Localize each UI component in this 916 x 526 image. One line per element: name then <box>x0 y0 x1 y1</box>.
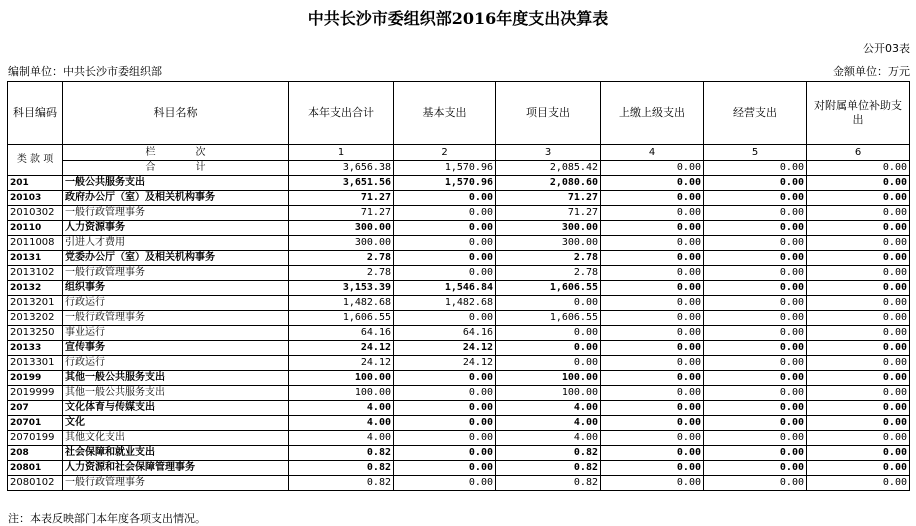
row-name: 一般行政管理事务 <box>63 206 289 221</box>
row-value: 24.12 <box>289 356 394 371</box>
row-value: 4.00 <box>289 431 394 446</box>
row-name: 一般公共服务支出 <box>63 176 289 191</box>
table-row <box>8 311 910 326</box>
row-name: 政府办公厅（室）及相关机构事务 <box>63 191 289 206</box>
row-value: 1,606.55 <box>289 311 394 326</box>
row-name: 文化体育与传媒支出 <box>63 401 289 416</box>
row-value: 1,570.96 <box>394 176 496 191</box>
code-subheaders <box>8 145 63 176</box>
row-value: 0.00 <box>601 296 704 311</box>
row-code: 20132 <box>8 281 63 296</box>
table-row <box>8 476 910 491</box>
row-value: 4.00 <box>496 431 601 446</box>
footnote: 注：本表反映部门本年度各项支出情况。 <box>8 512 206 525</box>
table-row <box>8 431 910 446</box>
row-value: 0.00 <box>601 476 704 491</box>
row-value: 0.00 <box>807 191 910 206</box>
table-row <box>8 326 910 341</box>
row-value: 0.00 <box>807 326 910 341</box>
row-name: 其他一般公共服务支出 <box>63 371 289 386</box>
table-row <box>8 221 910 236</box>
table-row <box>8 341 910 356</box>
row-value: 0.00 <box>394 236 496 251</box>
row-value: 0.00 <box>496 296 601 311</box>
table-row <box>8 371 910 386</box>
table-row <box>8 281 910 296</box>
row-value: 0.00 <box>807 221 910 236</box>
row-value: 24.12 <box>289 341 394 356</box>
total-row <box>8 161 910 176</box>
lan-label: 栏 次 <box>63 145 289 161</box>
row-name: 其他一般公共服务支出 <box>63 386 289 401</box>
row-value: 0.00 <box>704 281 807 296</box>
column-index-row <box>8 145 910 161</box>
row-value: 0.00 <box>601 401 704 416</box>
row-value: 4.00 <box>289 416 394 431</box>
row-code: 20801 <box>8 461 63 476</box>
row-name: 社会保障和就业支出 <box>63 446 289 461</box>
row-value: 3,651.56 <box>289 176 394 191</box>
row-value: 0.00 <box>807 266 910 281</box>
row-value: 2.78 <box>496 251 601 266</box>
row-value: 0.00 <box>704 356 807 371</box>
row-value: 0.00 <box>704 176 807 191</box>
row-value: 0.00 <box>704 206 807 221</box>
row-value: 64.16 <box>289 326 394 341</box>
table-row <box>8 446 910 461</box>
row-value: 4.00 <box>289 401 394 416</box>
row-name: 引进人才费用 <box>63 236 289 251</box>
row-name: 一般行政管理事务 <box>63 311 289 326</box>
row-value: 0.00 <box>807 251 910 266</box>
row-code: 2070199 <box>8 431 63 446</box>
header-subsidy: 对附属单位补助支出 <box>807 82 910 145</box>
row-value: 300.00 <box>496 236 601 251</box>
row-value: 0.00 <box>394 251 496 266</box>
row-value: 0.00 <box>601 176 704 191</box>
row-value: 0.00 <box>807 431 910 446</box>
row-value: 0.00 <box>704 341 807 356</box>
row-value: 71.27 <box>289 191 394 206</box>
table-row <box>8 416 910 431</box>
row-value: 0.00 <box>807 281 910 296</box>
row-value: 1,482.68 <box>289 296 394 311</box>
row-value: 0.00 <box>704 386 807 401</box>
row-value: 0.00 <box>807 236 910 251</box>
row-name: 人力资源和社会保障管理事务 <box>63 461 289 476</box>
row-value: 0.00 <box>394 401 496 416</box>
row-value: 0.00 <box>394 371 496 386</box>
table-row <box>8 191 910 206</box>
row-value: 0.00 <box>601 386 704 401</box>
table-row <box>8 296 910 311</box>
row-value: 0.00 <box>704 191 807 206</box>
row-value: 2.78 <box>496 266 601 281</box>
row-value: 300.00 <box>496 221 601 236</box>
row-value: 0.00 <box>704 431 807 446</box>
row-value: 0.82 <box>289 461 394 476</box>
row-value: 0.00 <box>496 356 601 371</box>
row-value: 0.00 <box>704 476 807 491</box>
row-value: 71.27 <box>496 191 601 206</box>
row-value: 0.00 <box>394 221 496 236</box>
row-value: 0.00 <box>704 401 807 416</box>
row-value: 0.00 <box>807 371 910 386</box>
heji-label: 合 计 <box>63 161 289 176</box>
row-code: 20701 <box>8 416 63 431</box>
header-code: 科目编码 <box>8 82 63 145</box>
col-index: 3 <box>496 145 601 161</box>
row-value: 24.12 <box>394 341 496 356</box>
row-value: 0.00 <box>601 266 704 281</box>
row-code: 20133 <box>8 341 63 356</box>
row-value: 0.00 <box>601 251 704 266</box>
row-value: 0.00 <box>601 356 704 371</box>
expenditure-table <box>7 81 910 491</box>
amount-unit: 金额单位：万元 <box>833 65 910 78</box>
row-value: 0.82 <box>289 446 394 461</box>
row-code: 2013250 <box>8 326 63 341</box>
col-index: 5 <box>704 145 807 161</box>
row-name: 宣传事务 <box>63 341 289 356</box>
row-value: 0.00 <box>394 311 496 326</box>
row-value: 0.00 <box>601 446 704 461</box>
row-value: 2,080.60 <box>496 176 601 191</box>
compiling-unit: 编制单位：中共长沙市委组织部 <box>8 65 162 78</box>
row-value: 0.82 <box>496 476 601 491</box>
col-index: 4 <box>601 145 704 161</box>
row-value: 300.00 <box>289 236 394 251</box>
row-code: 2013102 <box>8 266 63 281</box>
table-row <box>8 236 910 251</box>
row-value: 1,482.68 <box>394 296 496 311</box>
row-value: 0.00 <box>496 341 601 356</box>
report-title: 中共长沙市委组织部2016年度支出决算表 <box>307 9 609 28</box>
row-name: 党委办公厅（室）及相关机构事务 <box>63 251 289 266</box>
header-project: 项目支出 <box>496 82 601 145</box>
row-code: 2010302 <box>8 206 63 221</box>
row-value: 0.00 <box>601 326 704 341</box>
row-value: 0.00 <box>704 251 807 266</box>
row-name: 一般行政管理事务 <box>63 476 289 491</box>
row-name: 行政运行 <box>63 356 289 371</box>
row-value: 2.78 <box>289 251 394 266</box>
row-value: 0.00 <box>704 221 807 236</box>
row-value: 100.00 <box>496 386 601 401</box>
total-cell: 1,570.96 <box>394 161 496 176</box>
row-value: 0.00 <box>394 416 496 431</box>
table-row <box>8 401 910 416</box>
row-value: 0.00 <box>601 236 704 251</box>
row-value: 0.00 <box>704 371 807 386</box>
row-value: 0.00 <box>704 311 807 326</box>
row-value: 3,153.39 <box>289 281 394 296</box>
row-value: 0.00 <box>394 431 496 446</box>
row-value: 0.00 <box>704 296 807 311</box>
header-business: 经营支出 <box>704 82 807 145</box>
header-name: 科目名称 <box>63 82 289 145</box>
row-value: 0.00 <box>807 416 910 431</box>
total-cell: 0.00 <box>807 161 910 176</box>
row-value: 0.00 <box>601 416 704 431</box>
row-value: 300.00 <box>289 221 394 236</box>
row-value: 0.00 <box>807 296 910 311</box>
row-name: 事业运行 <box>63 326 289 341</box>
row-name: 组织事务 <box>63 281 289 296</box>
row-code: 208 <box>8 446 63 461</box>
row-value: 64.16 <box>394 326 496 341</box>
row-value: 0.00 <box>394 461 496 476</box>
row-value: 0.00 <box>601 311 704 326</box>
header-row <box>8 82 910 145</box>
header-upper: 上缴上级支出 <box>601 82 704 145</box>
row-value: 0.00 <box>704 236 807 251</box>
form-number: 公开03表 <box>863 42 910 55</box>
row-code: 2019999 <box>8 386 63 401</box>
table-row <box>8 266 910 281</box>
row-value: 0.00 <box>601 431 704 446</box>
row-value: 1,606.55 <box>496 281 601 296</box>
row-code: 20131 <box>8 251 63 266</box>
row-value: 0.00 <box>394 446 496 461</box>
header-basic: 基本支出 <box>394 82 496 145</box>
row-value: 0.82 <box>496 446 601 461</box>
row-value: 0.00 <box>394 386 496 401</box>
row-value: 0.00 <box>496 326 601 341</box>
row-value: 1,546.84 <box>394 281 496 296</box>
row-value: 0.00 <box>601 221 704 236</box>
row-value: 0.00 <box>601 371 704 386</box>
row-value: 0.00 <box>601 206 704 221</box>
table-body <box>8 176 910 491</box>
total-cell: 3,656.38 <box>289 161 394 176</box>
table-row <box>8 356 910 371</box>
row-name: 一般行政管理事务 <box>63 266 289 281</box>
row-code: 2013301 <box>8 356 63 371</box>
table-row <box>8 461 910 476</box>
col-index: 2 <box>394 145 496 161</box>
row-value: 0.00 <box>601 191 704 206</box>
row-code: 207 <box>8 401 63 416</box>
row-value: 24.12 <box>394 356 496 371</box>
table-row <box>8 251 910 266</box>
row-value: 0.00 <box>394 191 496 206</box>
row-name: 文化 <box>63 416 289 431</box>
table-row <box>8 386 910 401</box>
row-value: 100.00 <box>496 371 601 386</box>
row-value: 0.00 <box>807 401 910 416</box>
row-value: 0.00 <box>394 476 496 491</box>
row-value: 71.27 <box>289 206 394 221</box>
row-value: 0.00 <box>807 176 910 191</box>
row-value: 4.00 <box>496 416 601 431</box>
row-value: 0.00 <box>704 266 807 281</box>
table-row <box>8 176 910 191</box>
col-index: 6 <box>807 145 910 161</box>
row-value: 0.00 <box>601 461 704 476</box>
row-code: 2013201 <box>8 296 63 311</box>
row-value: 100.00 <box>289 371 394 386</box>
row-value: 2.78 <box>289 266 394 281</box>
total-cell: 0.00 <box>601 161 704 176</box>
header-kuan: 款 <box>30 154 40 165</box>
row-value: 100.00 <box>289 386 394 401</box>
row-name: 行政运行 <box>63 296 289 311</box>
row-value: 0.00 <box>601 341 704 356</box>
row-value: 1,606.55 <box>496 311 601 326</box>
row-value: 0.00 <box>601 281 704 296</box>
total-cell: 2,085.42 <box>496 161 601 176</box>
row-code: 20110 <box>8 221 63 236</box>
total-cell: 0.00 <box>704 161 807 176</box>
row-value: 0.00 <box>807 446 910 461</box>
row-code: 2011008 <box>8 236 63 251</box>
row-value: 4.00 <box>496 401 601 416</box>
row-code: 20199 <box>8 371 63 386</box>
row-value: 0.00 <box>807 386 910 401</box>
row-value: 0.00 <box>394 266 496 281</box>
row-name: 人力资源事务 <box>63 221 289 236</box>
row-code: 2080102 <box>8 476 63 491</box>
row-value: 0.00 <box>807 461 910 476</box>
row-value: 0.00 <box>807 206 910 221</box>
row-value: 0.00 <box>394 206 496 221</box>
row-value: 0.00 <box>807 341 910 356</box>
row-code: 201 <box>8 176 63 191</box>
row-code: 2013202 <box>8 311 63 326</box>
row-value: 71.27 <box>496 206 601 221</box>
row-value: 0.00 <box>704 326 807 341</box>
header-xiang: 项 <box>43 154 54 165</box>
row-value: 0.00 <box>807 356 910 371</box>
row-value: 0.00 <box>807 476 910 491</box>
col-index: 1 <box>289 145 394 161</box>
table-row <box>8 206 910 221</box>
row-value: 0.00 <box>807 311 910 326</box>
row-value: 0.00 <box>704 461 807 476</box>
row-code: 20103 <box>8 191 63 206</box>
row-value: 0.00 <box>704 446 807 461</box>
row-value: 0.82 <box>289 476 394 491</box>
row-name: 其他文化支出 <box>63 431 289 446</box>
header-lei: 类 <box>16 154 27 165</box>
header-total: 本年支出合计 <box>289 82 394 145</box>
row-value: 0.82 <box>496 461 601 476</box>
row-value: 0.00 <box>704 416 807 431</box>
